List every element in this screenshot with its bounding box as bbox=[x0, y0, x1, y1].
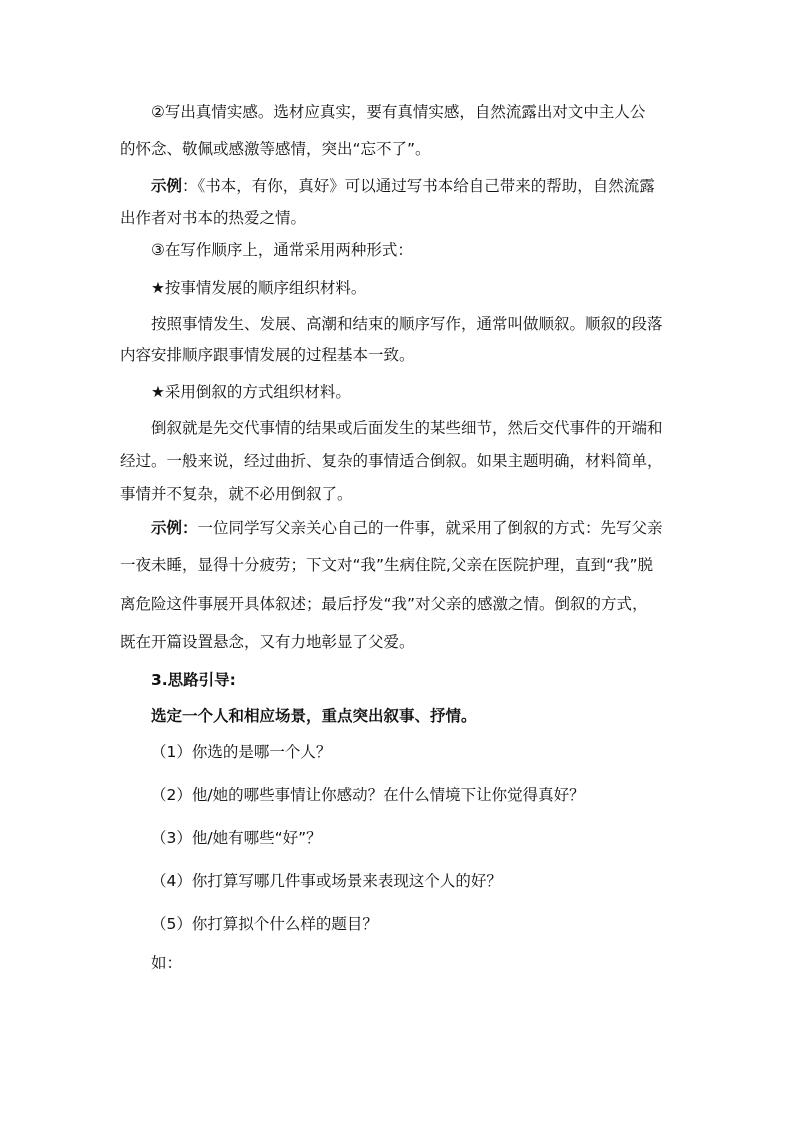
question-item: （5）你打算拟个什么样的题目？ bbox=[151, 915, 378, 933]
paragraph-line: 如： bbox=[151, 954, 183, 972]
guide-statement: 选定一个人和相应场景，重点突出叙事、抒情。 bbox=[151, 707, 477, 725]
paragraph-line: ②写出真情实感。选材应真实，要有真情实感，自然流露出对文中主人公 bbox=[151, 103, 646, 121]
example-paragraph bbox=[151, 176, 711, 196]
paragraph-line: ③在写作顺序上，通常采用两种形式： bbox=[151, 241, 413, 259]
question-item: （2）他/她的哪些事情让你感动？在什么情境下让你觉得真好？ bbox=[151, 786, 585, 804]
paragraph-line: 按照事情发生、发展、高潮和结束的顺序写作，通常叫做顺叙。顺叙的段落 bbox=[151, 315, 663, 333]
question-item: （1）你选的是哪一个人？ bbox=[151, 743, 332, 761]
question-item: （3）他/她有哪些“好”？ bbox=[151, 829, 322, 847]
section-heading: 3.思路引导: bbox=[151, 671, 236, 689]
example-text: ：《书本，有你，真好》可以通过写书本给自己带来的帮助，自然流露 bbox=[182, 177, 655, 195]
star-item: ★按事情发展的顺序组织材料。 bbox=[151, 279, 367, 297]
example-text: 一位同学写父亲关心自己的一件事，就采用了倒叙的方式：先写父亲 bbox=[197, 519, 663, 537]
paragraph-line: 事情并不复杂，就不必用倒叙了。 bbox=[120, 485, 353, 503]
paragraph-line: 离危险这件事展开具体叙述；最后抒发“我”对父亲的感激之情。倒叙的方式， bbox=[120, 595, 648, 613]
question-item: （4）你打算写哪几件事或场景来表现这个人的好？ bbox=[151, 872, 502, 890]
paragraph-line: 倒叙就是先交代事情的结果或后面发生的某些细节，然后交代事件的开端和 bbox=[151, 419, 663, 437]
paragraph-line: 的怀念、敬佩或感激等感情，突出“忘不了”。 bbox=[120, 140, 431, 158]
example-label: 示例 bbox=[151, 177, 183, 195]
paragraph-line: 既在开篇设置悬念，又有力地彰显了父爱。 bbox=[120, 633, 415, 651]
paragraph-line: 出作者对书本的热爱之情。 bbox=[120, 209, 307, 227]
paragraph-line: 经过。一般来说，经过曲折、复杂的事情适合倒叙。如果主题明确，材料简单， bbox=[120, 452, 663, 470]
star-item: ★采用倒叙的方式组织材料。 bbox=[151, 383, 351, 401]
example-paragraph bbox=[151, 518, 711, 538]
paragraph-line: 内容安排顺序跟事情发展的过程基本一致。 bbox=[120, 346, 415, 364]
paragraph-line: 一夜未睡，显得十分疲劳；下文对“我”生病住院,父亲在医院护理，直到“我”脱 bbox=[120, 556, 654, 574]
example-label: 示例： bbox=[151, 519, 198, 537]
